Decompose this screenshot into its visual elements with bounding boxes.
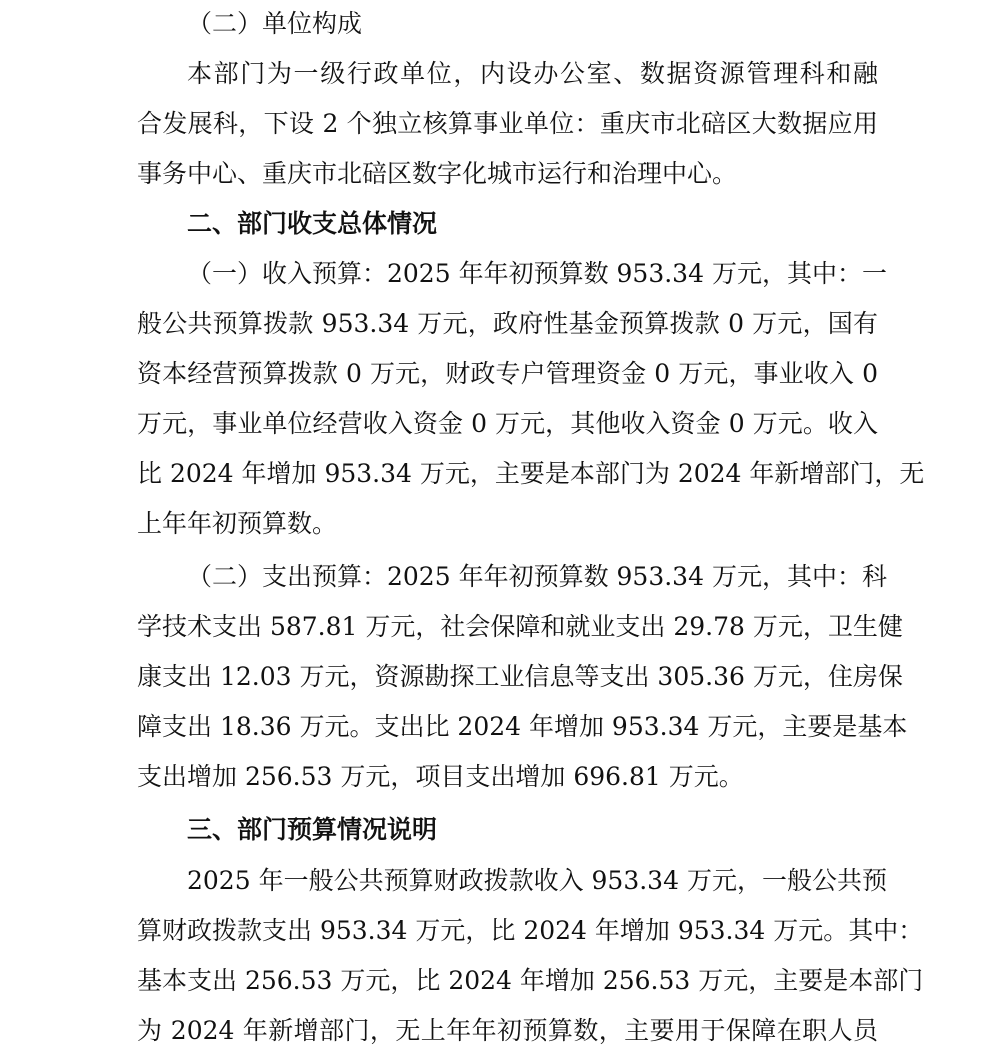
paragraph-line: 般公共预算拨款 953.34 万元，政府性基金预算拨款 0 万元，国有 <box>137 309 878 338</box>
paragraph-line: 本部门为一级行政单位，内设办公室、数据资源管理科和融 <box>187 59 878 88</box>
paragraph-line: 支出增加 256.53 万元，项目支出增加 696.81 万元。 <box>137 762 744 791</box>
paragraph-line: 合发展科，下设 2 个独立核算事业单位：重庆市北碚区大数据应用 <box>137 109 878 138</box>
paragraph-line: 基本支出 256.53 万元，比 2024 年增加 256.53 万元，主要是本部门 <box>137 966 924 995</box>
paragraph-line: 事务中心、重庆市北碚区数字化城市运行和治理中心。 <box>137 159 738 188</box>
paragraph-line: 障支出 18.36 万元。支出比 2024 年增加 953.34 万元，主要是基本 <box>137 712 908 741</box>
paragraph-line: （二）支出预算：2025 年年初预算数 953.34 万元，其中：科 <box>187 562 887 591</box>
paragraph-line: 2025 年一般公共预算财政拨款收入 953.34 万元，一般公共预 <box>187 866 887 895</box>
paragraph-line: 比 2024 年增加 953.34 万元，主要是本部门为 2024 年新增部门，无 <box>137 459 925 488</box>
paragraph-line: 上年年初预算数。 <box>137 509 338 538</box>
paragraph-line: （一）收入预算：2025 年年初预算数 953.34 万元，其中：一 <box>187 259 887 288</box>
paragraph-line: 为 2024 年新增部门，无上年年初预算数，主要用于保障在职人员 <box>137 1016 878 1045</box>
paragraph-line: 康支出 12.03 万元，资源勘探工业信息等支出 305.36 万元，住房保 <box>137 662 903 691</box>
paragraph-line: 算财政拨款支出 953.34 万元，比 2024 年增加 953.34 万元。其中： <box>137 916 924 945</box>
paragraph-line: 学技术支出 587.81 万元，社会保障和就业支出 29.78 万元，卫生健 <box>137 612 903 641</box>
unit-composition-heading: （二）单位构成 <box>187 9 363 38</box>
paragraph-line: 资本经营预算拨款 0 万元，财政专户管理资金 0 万元，事业收入 0 <box>137 359 878 388</box>
budget-section-heading: 三、部门预算情况说明 <box>187 815 438 844</box>
paragraph-line: 万元，事业单位经营收入资金 0 万元，其他收入资金 0 万元。收入 <box>137 409 878 438</box>
overall-section-heading: 二、部门收支总体情况 <box>187 209 438 238</box>
